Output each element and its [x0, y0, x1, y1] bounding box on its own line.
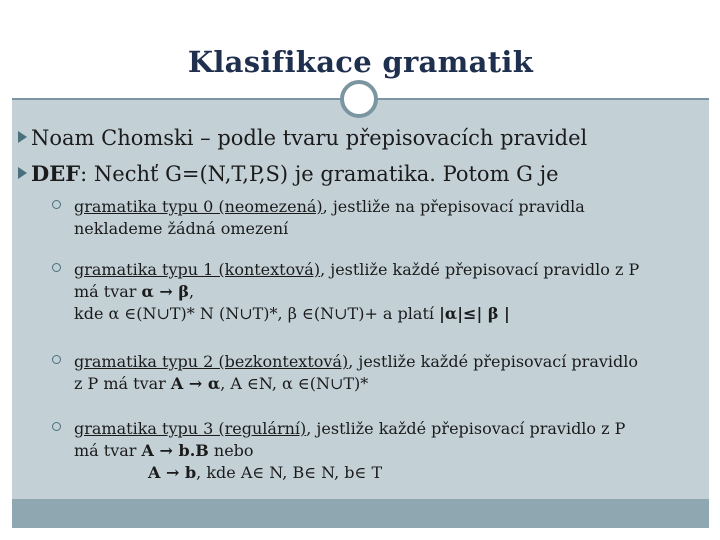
item-text: , jestliže každé přepisovací pravidlo z P: [320, 260, 640, 279]
item-text: nebo: [208, 441, 254, 460]
item-text: , A ∈N, α ∈(N∪T)*: [220, 374, 369, 393]
bullet-chomsky: [18, 126, 587, 150]
list-item-type3: [52, 418, 625, 484]
item-text: , jestliže každé přepisovací pravidlo z P: [306, 419, 626, 438]
list-item-type2: [52, 351, 638, 395]
bottom-bar: [12, 499, 709, 528]
term-type0: gramatika typu 0 (neomezená): [74, 197, 323, 216]
term-type1: gramatika typu 1 (kontextová): [74, 260, 321, 279]
item-text: ,: [189, 282, 195, 301]
arrow-bullet-icon: [18, 167, 27, 179]
item-text: kde α ∈(N∪T)* N (N∪T)*, β ∈(N∪T)+ a platí: [74, 304, 440, 323]
page-title: Klasifikace gramatik: [187, 45, 534, 79]
term-type2: gramatika typu 2 (bezkontextová): [74, 352, 349, 371]
bullet-text: : Nechť G=(N,T,P,S) je gramatika. Potom G je: [80, 162, 559, 186]
ring-bullet-icon: [52, 422, 61, 431]
rule-formula: α → β: [141, 282, 190, 301]
item-text: z P má tvar: [74, 374, 171, 393]
item-text: má tvar: [74, 441, 142, 460]
ring-bullet-icon: [52, 200, 61, 209]
def-label: DEF: [31, 161, 81, 186]
list-item-type1: [52, 259, 639, 325]
length-condition: |α|≤| β |: [439, 304, 510, 323]
circle-ornament-icon: [340, 80, 378, 118]
bullet-text: Noam Chomski – podle tvaru přepisovacích pravidel: [31, 126, 588, 150]
item-text: má tvar: [74, 282, 142, 301]
item-text: neklademe žádná omezení: [74, 219, 289, 238]
item-text: , kde A∈ N, B∈ N, b∈ T: [196, 463, 383, 482]
ring-bullet-icon: [52, 263, 61, 272]
arrow-bullet-icon: [18, 131, 27, 143]
item-text: , jestliže na přepisovací pravidla: [322, 197, 585, 216]
list-item-type0: [52, 196, 585, 240]
ring-bullet-icon: [52, 355, 61, 364]
rule-formula: A → b: [148, 463, 197, 482]
item-text: , jestliže každé přepisovací pravidlo: [348, 352, 639, 371]
term-type3: gramatika typu 3 (regulární): [74, 419, 307, 438]
rule-formula: A → α: [170, 374, 221, 393]
rule-formula: A → b.B: [141, 441, 209, 460]
bullet-def: [18, 161, 559, 186]
